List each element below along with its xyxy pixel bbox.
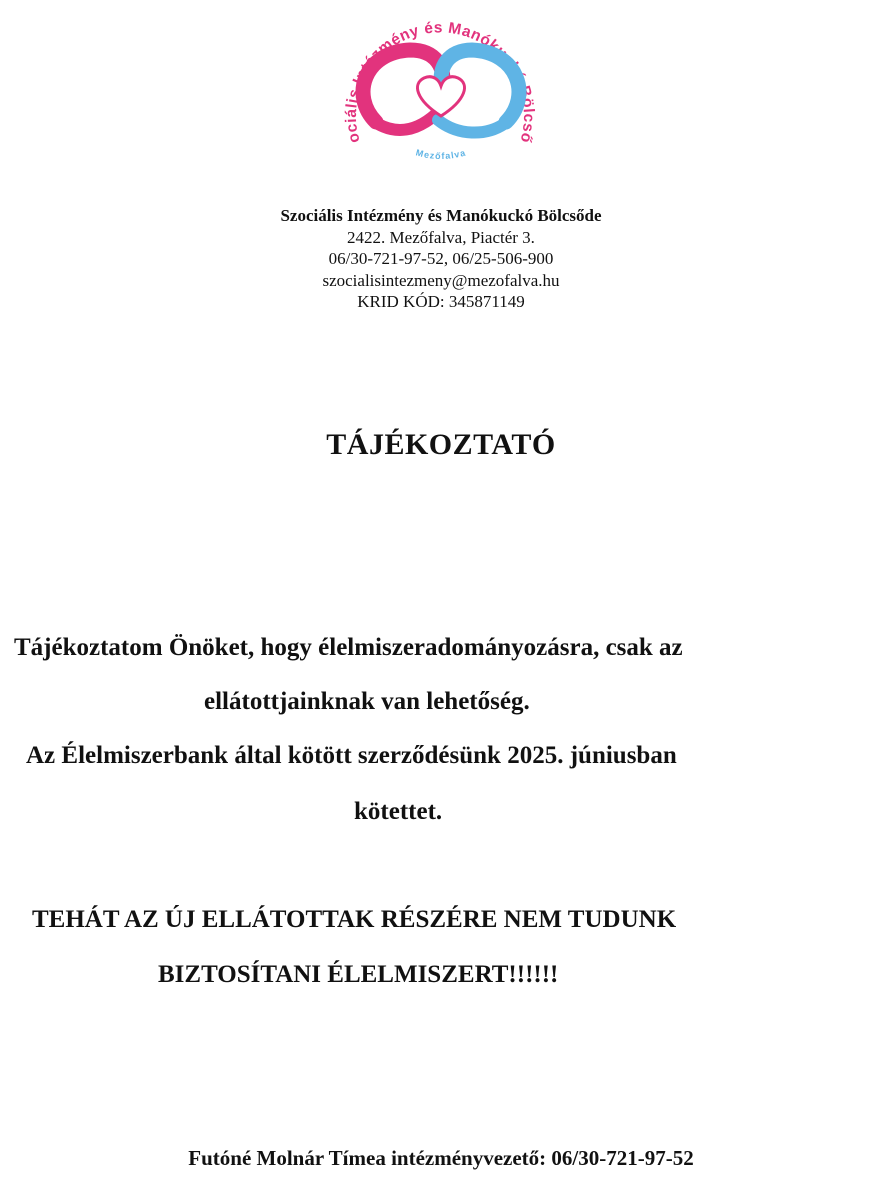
letterhead <box>0 205 882 313</box>
address: 2422. Mezőfalva, Piactér 3. <box>347 227 535 247</box>
logo-ring-text: ociális Intézmény és Manókuckó Bölcső <box>342 19 538 145</box>
logo-town-text: Mezőfalva <box>414 147 468 162</box>
phone-numbers: 06/30-721-97-52, 06/25-506-900 <box>328 249 554 268</box>
body-line-4: kötettet. <box>354 798 443 825</box>
body-line-3: Az Élelmiszerbank által kötött szerződésünk 2025. júniusban <box>26 742 677 769</box>
notice-line-1: TEHÁT AZ ÚJ ELLÁTOTTAK RÉSZÉRE NEM TUDUNK <box>32 906 677 933</box>
body-line-2: ellátottjainknak van lehetőség. <box>204 688 530 715</box>
svg-text:Mezőfalva <box>415 147 467 161</box>
signature-line: Futóné Molnár Tímea intézményvezető: 06/30-721-97-52 <box>188 1146 694 1170</box>
institution-logo <box>306 10 576 178</box>
email: szocialisintezmeny@mezofalva.hu <box>322 270 560 290</box>
notice-line-2: BIZTOSÍTANI ÉLELMISZERT!!!!!! <box>158 961 559 988</box>
body-line-1: Tájékoztatom Önöket, hogy élelmiszeradományozásra, csak az <box>14 634 683 661</box>
logo-graphic <box>306 10 576 178</box>
document-title: TÁJÉKOZTATÓ <box>326 428 556 461</box>
krid-code: KRID KÓD: 345871149 <box>357 292 525 311</box>
institution-name: Szociális Intézmény és Manókuckó Bölcsőde <box>280 206 602 225</box>
